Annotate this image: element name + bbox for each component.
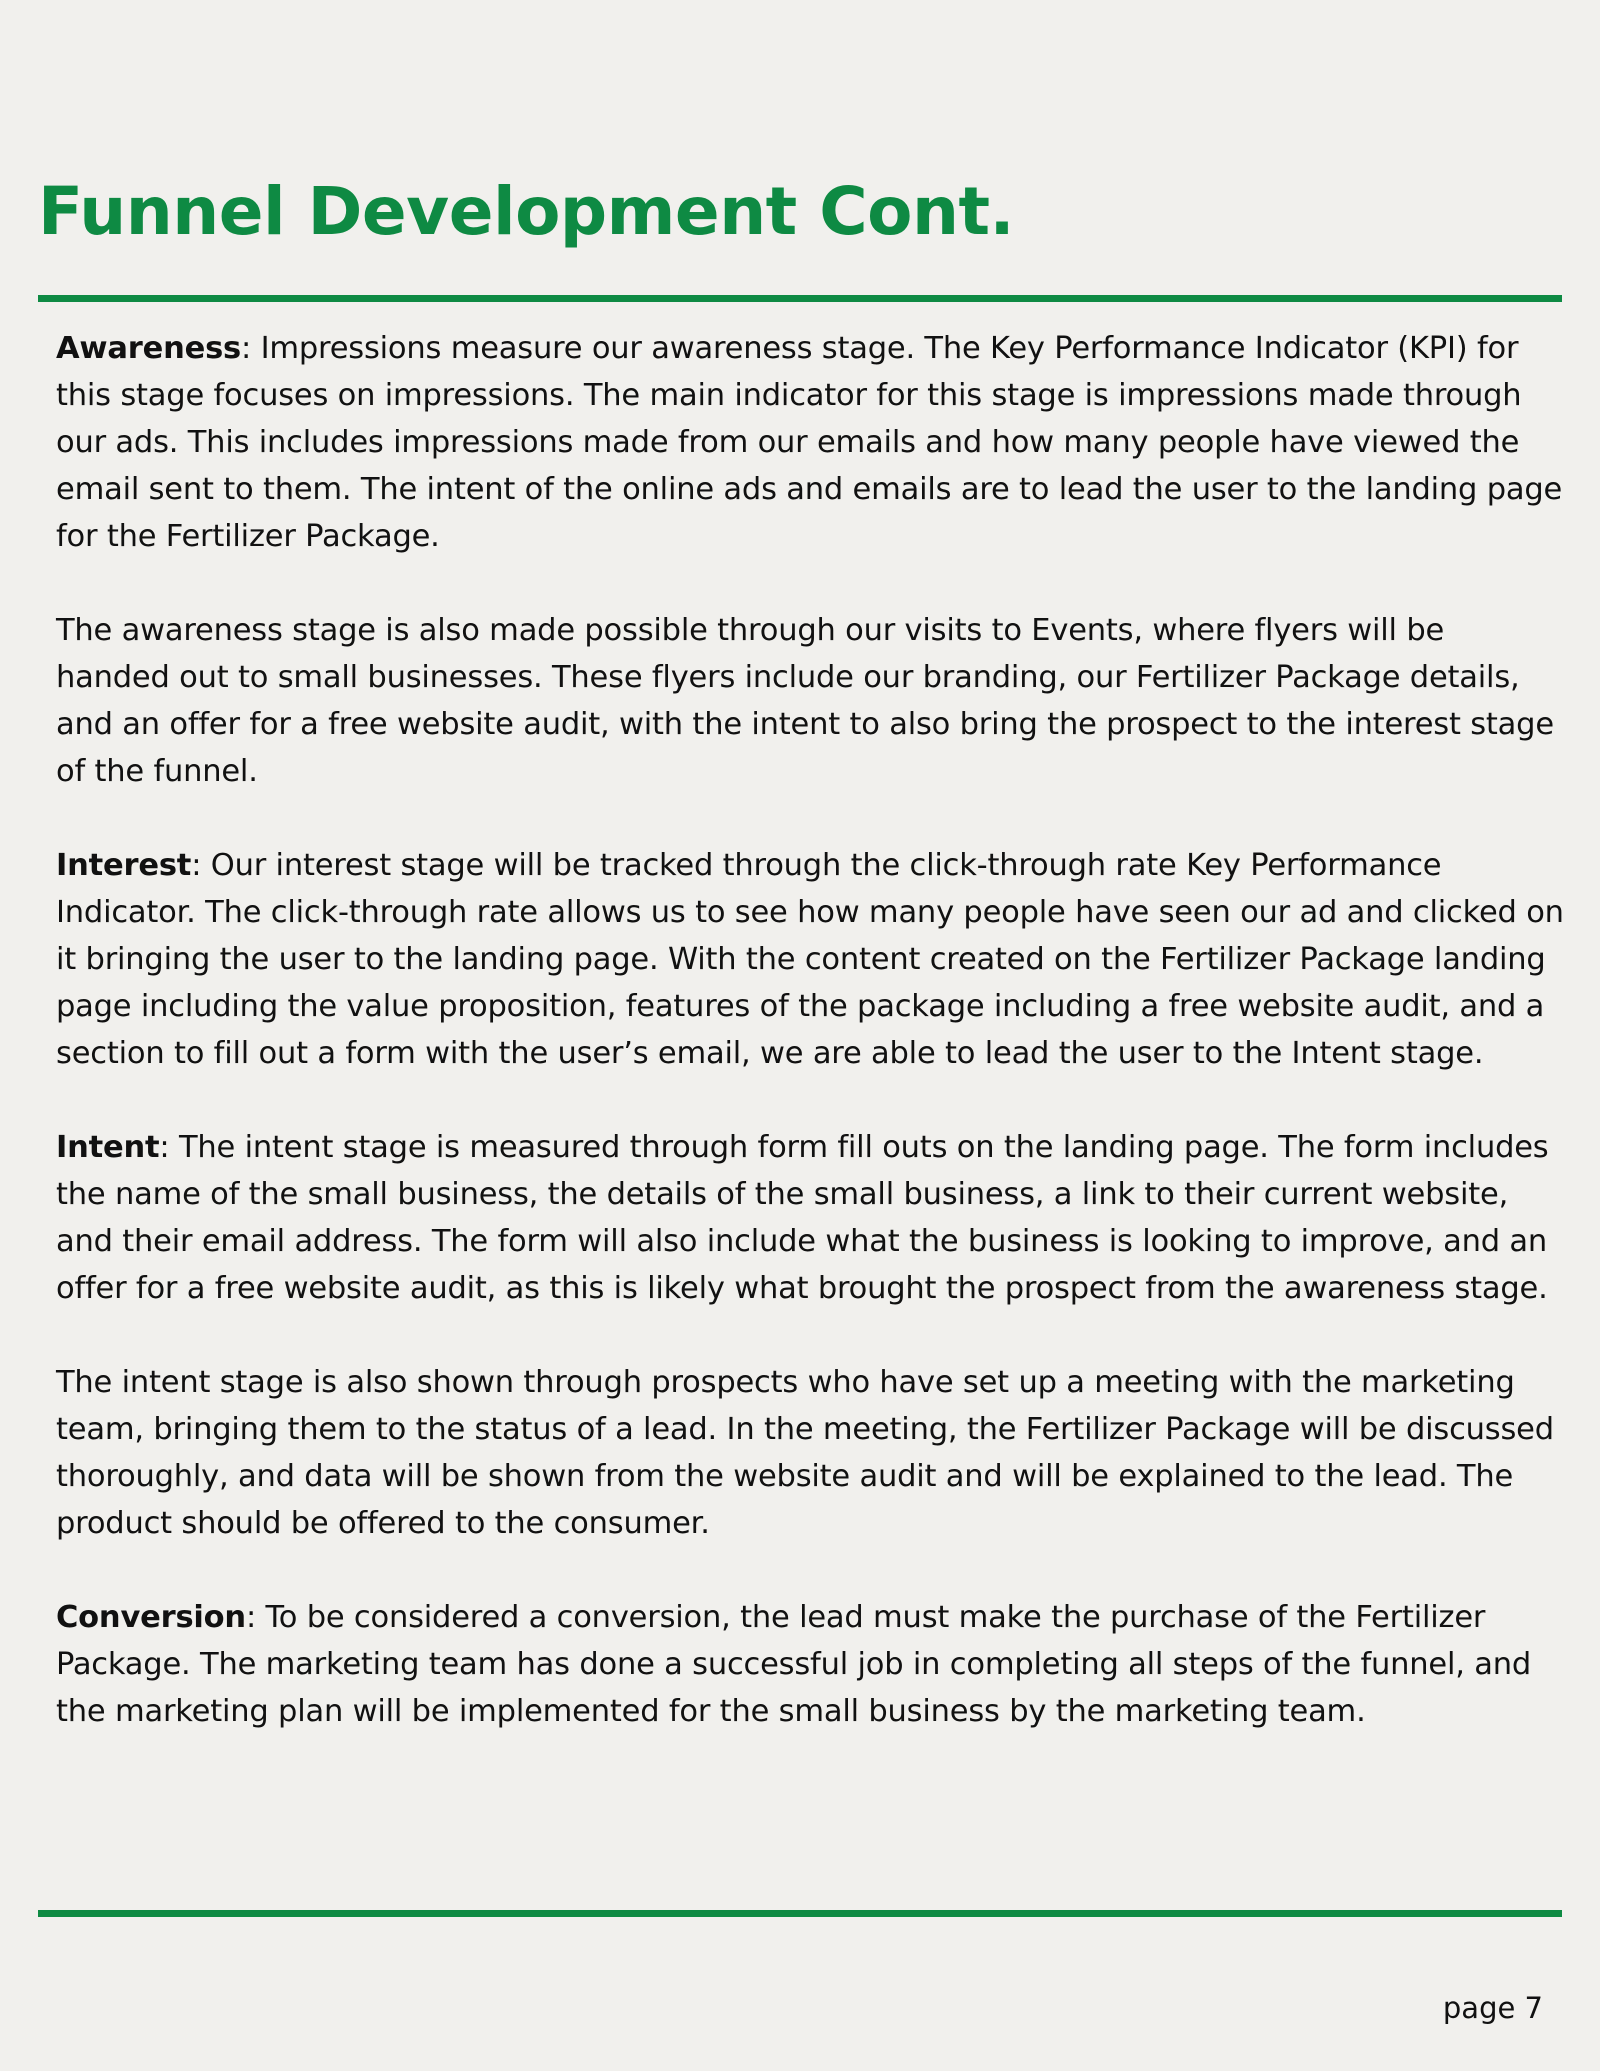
paragraph-text: The intent stage is also shown through prospects who have set up a meeting with the marketing team, bringing them to the status of a lead. In the meeting, the Fertilizer Package will be discussed thoroughly, and data will be shown from the website audit and will be explained to the lead. The product should be offered to the consumer. xyxy=(56,1365,1554,1541)
paragraph-text: : The intent stage is measured through form fill outs on the landing page. The form includes the name of the small business, the details of the small business, a link to their current website, and their email address. The form will also include what the business is looking to improve, and an offer for a free website audit, as this is likely what brought the prospect from the awareness stage. xyxy=(56,1130,1549,1306)
top-divider xyxy=(38,295,1562,302)
term-awareness: Awareness xyxy=(56,331,241,366)
page-title: Funnel Development Cont. xyxy=(38,173,1015,250)
term-interest: Interest xyxy=(56,848,192,883)
paragraph-text: The awareness stage is also made possible through our visits to Events, where flyers will be handed out to small businesses. These flyers include our branding, our Fertilizer Package details, and an offer for a free website audit, with the intent to also bring the prospect to the interest stage of the funnel. xyxy=(56,613,1554,789)
paragraph-intent-meeting xyxy=(56,1359,1566,1547)
paragraph-intent xyxy=(56,1124,1566,1312)
paragraph-conversion xyxy=(56,1594,1566,1735)
paragraph-text: : Our interest stage will be tracked through the click-through rate Key Performance Indicator. The click-through rate allows us to see how many people have seen our ad and clicked on it bringing the user to the landing page. With the content created on the Fertilizer Package landing page including the value proposition, features of the package including a free website audit, and a section to fill out a form with the user’s email, we are able to lead the user to the Intent stage. xyxy=(56,848,1564,1071)
page-number: page 7 xyxy=(1442,1991,1543,2025)
term-conversion: Conversion xyxy=(56,1600,246,1635)
paragraph-text: : To be considered a conversion, the lead must make the purchase of the Fertilizer Package. The marketing team has done a successful job in completing all steps of the funnel, and the marketing plan will be implemented for the small business by the marketing team. xyxy=(56,1600,1532,1729)
paragraph-awareness xyxy=(56,325,1566,560)
bottom-divider xyxy=(38,1910,1562,1917)
paragraph-interest xyxy=(56,842,1566,1077)
paragraph-awareness-events xyxy=(56,607,1566,795)
term-intent: Intent xyxy=(56,1130,160,1165)
body-text xyxy=(56,325,1566,1782)
paragraph-text: : Impressions measure our awareness stage. The Key Performance Indicator (KPI) for this stage focuses on impressions. The main indicator for this stage is impressions made through our ads. This includes impressions made from our emails and how many people have viewed the email sent to them. The intent of the online ads and emails are to lead the user to the landing page for the Fertilizer Package. xyxy=(56,331,1563,554)
